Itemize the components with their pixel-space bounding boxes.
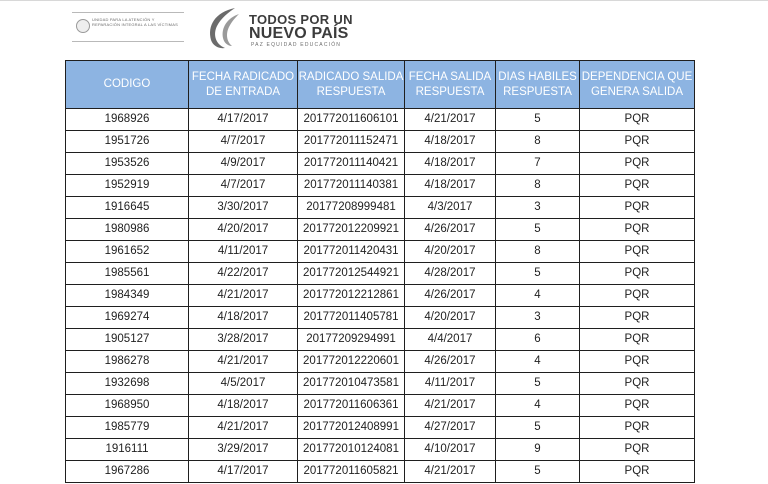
cell-dependencia-genera-salida: PQR	[580, 263, 695, 285]
cell-radicado-salida-respuesta: 201772011420431	[298, 241, 405, 263]
cell-dias-habiles-respuesta: 5	[496, 417, 580, 439]
cell-codigo: 1932698	[66, 373, 189, 395]
column-header-line: RESPUESTA	[503, 85, 572, 98]
cell-fecha-salida-respuesta: 4/11/2017	[405, 373, 496, 395]
cell-radicado-salida-respuesta: 20177208999481	[298, 197, 405, 219]
column-header-line: FECHA SALIDA	[408, 70, 492, 83]
cell-radicado-salida-respuesta: 201772011605821	[298, 461, 405, 483]
cell-dependencia-genera-salida: PQR	[580, 351, 695, 373]
cell-dias-habiles-respuesta: 5	[496, 219, 580, 241]
cell-dias-habiles-respuesta: 5	[496, 373, 580, 395]
cell-radicado-salida-respuesta: 201772012209921	[298, 219, 405, 241]
column-header-fecha-salida-respuesta	[405, 61, 496, 109]
column-header-line: DEPENDENCIA QUE	[581, 70, 693, 83]
cell-fecha-radicado-entrada: 4/21/2017	[189, 285, 298, 307]
cell-dependencia-genera-salida: PQR	[580, 439, 695, 461]
cell-fecha-salida-respuesta: 4/27/2017	[405, 417, 496, 439]
cell-fecha-salida-respuesta: 4/21/2017	[405, 109, 496, 131]
unidad-victimas-logo	[72, 12, 184, 42]
cell-dias-habiles-respuesta: 8	[496, 131, 580, 153]
cell-radicado-salida-respuesta: 201772012220601	[298, 351, 405, 373]
table-body	[66, 109, 695, 483]
cell-dependencia-genera-salida: PQR	[580, 153, 695, 175]
cell-dependencia-genera-salida: PQR	[580, 307, 695, 329]
cell-dependencia-genera-salida: PQR	[580, 417, 695, 439]
cell-radicado-salida-respuesta: 201772010124081	[298, 439, 405, 461]
table-row	[66, 395, 695, 417]
cell-codigo: 1968950	[66, 395, 189, 417]
cell-radicado-salida-respuesta: 201772012544921	[298, 263, 405, 285]
cell-fecha-radicado-entrada: 4/22/2017	[189, 263, 298, 285]
cell-radicado-salida-respuesta: 201772011140421	[298, 153, 405, 175]
cell-fecha-radicado-entrada: 3/28/2017	[189, 329, 298, 351]
table-header-row	[66, 61, 695, 109]
cell-fecha-salida-respuesta: 4/20/2017	[405, 307, 496, 329]
cell-radicado-salida-respuesta: 201772011140381	[298, 175, 405, 197]
column-header-codigo	[66, 61, 189, 109]
cell-fecha-salida-respuesta: 4/18/2017	[405, 175, 496, 197]
cell-dias-habiles-respuesta: 4	[496, 285, 580, 307]
cell-radicado-salida-respuesta: 201772011606361	[298, 395, 405, 417]
cell-dias-habiles-respuesta: 8	[496, 175, 580, 197]
table-row	[66, 197, 695, 219]
cell-dias-habiles-respuesta: 8	[496, 241, 580, 263]
cell-fecha-radicado-entrada: 4/9/2017	[189, 153, 298, 175]
column-header-line: DE ENTRADA	[205, 85, 281, 98]
cell-radicado-salida-respuesta: 20177209294991	[298, 329, 405, 351]
table-row	[66, 153, 695, 175]
cell-fecha-radicado-entrada: 4/11/2017	[189, 241, 298, 263]
cell-codigo: 1969274	[66, 307, 189, 329]
cell-codigo: 1968926	[66, 109, 189, 131]
cell-codigo: 1916111	[66, 439, 189, 461]
cell-dependencia-genera-salida: PQR	[580, 197, 695, 219]
cell-dependencia-genera-salida: PQR	[580, 241, 695, 263]
cell-fecha-salida-respuesta: 4/26/2017	[405, 351, 496, 373]
cell-codigo: 1967286	[66, 461, 189, 483]
cell-fecha-radicado-entrada: 4/7/2017	[189, 175, 298, 197]
column-header-line: FECHA RADICADO	[191, 70, 295, 83]
column-header-line: RADICADO SALIDA	[298, 70, 404, 83]
cell-fecha-radicado-entrada: 3/29/2017	[189, 439, 298, 461]
cell-dependencia-genera-salida: PQR	[580, 329, 695, 351]
cell-fecha-salida-respuesta: 4/26/2017	[405, 219, 496, 241]
cell-codigo: 1905127	[66, 329, 189, 351]
cell-fecha-salida-respuesta: 4/21/2017	[405, 461, 496, 483]
column-header-radicado-salida-respuesta	[298, 61, 405, 109]
todos-por-un-nuevo-pais-logo	[205, 4, 365, 54]
table-row	[66, 373, 695, 395]
column-header-line: GENERA SALIDA	[590, 85, 684, 98]
slogan-line-2: NUEVO PAÍS	[249, 25, 349, 42]
cell-codigo: 1986278	[66, 351, 189, 373]
cell-codigo: 1980986	[66, 219, 189, 241]
column-header-dias-habiles-respuesta	[496, 61, 580, 109]
cell-fecha-radicado-entrada: 4/7/2017	[189, 131, 298, 153]
cell-dias-habiles-respuesta: 5	[496, 263, 580, 285]
cell-dependencia-genera-salida: PQR	[580, 285, 695, 307]
cell-fecha-salida-respuesta: 4/4/2017	[405, 329, 496, 351]
table-row	[66, 263, 695, 285]
cell-codigo: 1985561	[66, 263, 189, 285]
cell-fecha-salida-respuesta: 4/20/2017	[405, 241, 496, 263]
column-header-line: CODIGO	[103, 78, 151, 90]
column-header-line: RESPUESTA	[316, 85, 386, 98]
cell-dependencia-genera-salida: PQR	[580, 219, 695, 241]
column-header-fecha-radicado-entrada	[189, 61, 298, 109]
cell-dependencia-genera-salida: PQR	[580, 109, 695, 131]
cell-codigo: 1984349	[66, 285, 189, 307]
column-header-line: DIAS HABILES	[498, 70, 577, 83]
table-row	[66, 175, 695, 197]
cell-codigo: 1916645	[66, 197, 189, 219]
cell-fecha-radicado-entrada: 3/30/2017	[189, 197, 298, 219]
cell-dias-habiles-respuesta: 5	[496, 461, 580, 483]
cell-radicado-salida-respuesta: 201772012212861	[298, 285, 405, 307]
table-row	[66, 439, 695, 461]
cell-fecha-radicado-entrada: 4/17/2017	[189, 109, 298, 131]
cell-dependencia-genera-salida: PQR	[580, 395, 695, 417]
coat-of-arms-icon	[76, 19, 90, 33]
cell-fecha-radicado-entrada: 4/5/2017	[189, 373, 298, 395]
slogan-line-3: PAZ EQUIDAD EDUCACIÓN	[251, 42, 342, 48]
cell-dependencia-genera-salida: PQR	[580, 373, 695, 395]
top-divider	[0, 0, 768, 1]
responses-table	[65, 60, 695, 483]
cell-codigo: 1951726	[66, 131, 189, 153]
cell-fecha-radicado-entrada: 4/21/2017	[189, 351, 298, 373]
cell-codigo: 1985779	[66, 417, 189, 439]
document-header	[70, 2, 360, 56]
cell-radicado-salida-respuesta: 201772011152471	[298, 131, 405, 153]
cell-dependencia-genera-salida: PQR	[580, 175, 695, 197]
cell-fecha-salida-respuesta: 4/28/2017	[405, 263, 496, 285]
cell-dias-habiles-respuesta: 3	[496, 307, 580, 329]
slogan-line-1: TODOS POR UN	[249, 12, 353, 27]
cell-dias-habiles-respuesta: 4	[496, 351, 580, 373]
cell-dias-habiles-respuesta: 7	[496, 153, 580, 175]
column-header-line: RESPUESTA	[415, 85, 485, 98]
cell-fecha-radicado-entrada: 4/18/2017	[189, 395, 298, 417]
table-row	[66, 131, 695, 153]
cell-fecha-salida-respuesta: 4/10/2017	[405, 439, 496, 461]
table-row	[66, 219, 695, 241]
cell-radicado-salida-respuesta: 201772010473581	[298, 373, 405, 395]
cell-dias-habiles-respuesta: 6	[496, 329, 580, 351]
cell-fecha-radicado-entrada: 4/18/2017	[189, 307, 298, 329]
cell-radicado-salida-respuesta: 201772011606101	[298, 109, 405, 131]
table-row	[66, 109, 695, 131]
table-row	[66, 241, 695, 263]
swoosh-icon	[205, 6, 247, 50]
cell-fecha-salida-respuesta: 4/18/2017	[405, 131, 496, 153]
cell-fecha-salida-respuesta: 4/3/2017	[405, 197, 496, 219]
cell-dias-habiles-respuesta: 3	[496, 197, 580, 219]
cell-fecha-salida-respuesta: 4/21/2017	[405, 395, 496, 417]
unidad-logo-text: UNIDAD PARA LA ATENCIÓN Y REPARACIÓN INTEGRAL A LAS VÍCTIMAS	[92, 17, 178, 27]
table-row	[66, 461, 695, 483]
cell-fecha-salida-respuesta: 4/26/2017	[405, 285, 496, 307]
table-row	[66, 307, 695, 329]
cell-radicado-salida-respuesta: 201772012408991	[298, 417, 405, 439]
cell-fecha-radicado-entrada: 4/21/2017	[189, 417, 298, 439]
cell-codigo: 1961652	[66, 241, 189, 263]
cell-dias-habiles-respuesta: 4	[496, 395, 580, 417]
table-row	[66, 417, 695, 439]
cell-radicado-salida-respuesta: 201772011405781	[298, 307, 405, 329]
cell-dependencia-genera-salida: PQR	[580, 131, 695, 153]
cell-dependencia-genera-salida: PQR	[580, 461, 695, 483]
table-row	[66, 285, 695, 307]
column-header-dependencia-genera-salida	[580, 61, 695, 109]
cell-fecha-radicado-entrada: 4/17/2017	[189, 461, 298, 483]
cell-codigo: 1953526	[66, 153, 189, 175]
table-row	[66, 351, 695, 373]
cell-fecha-salida-respuesta: 4/18/2017	[405, 153, 496, 175]
cell-fecha-radicado-entrada: 4/20/2017	[189, 219, 298, 241]
cell-dias-habiles-respuesta: 5	[496, 109, 580, 131]
cell-codigo: 1952919	[66, 175, 189, 197]
table-row	[66, 329, 695, 351]
cell-dias-habiles-respuesta: 9	[496, 439, 580, 461]
